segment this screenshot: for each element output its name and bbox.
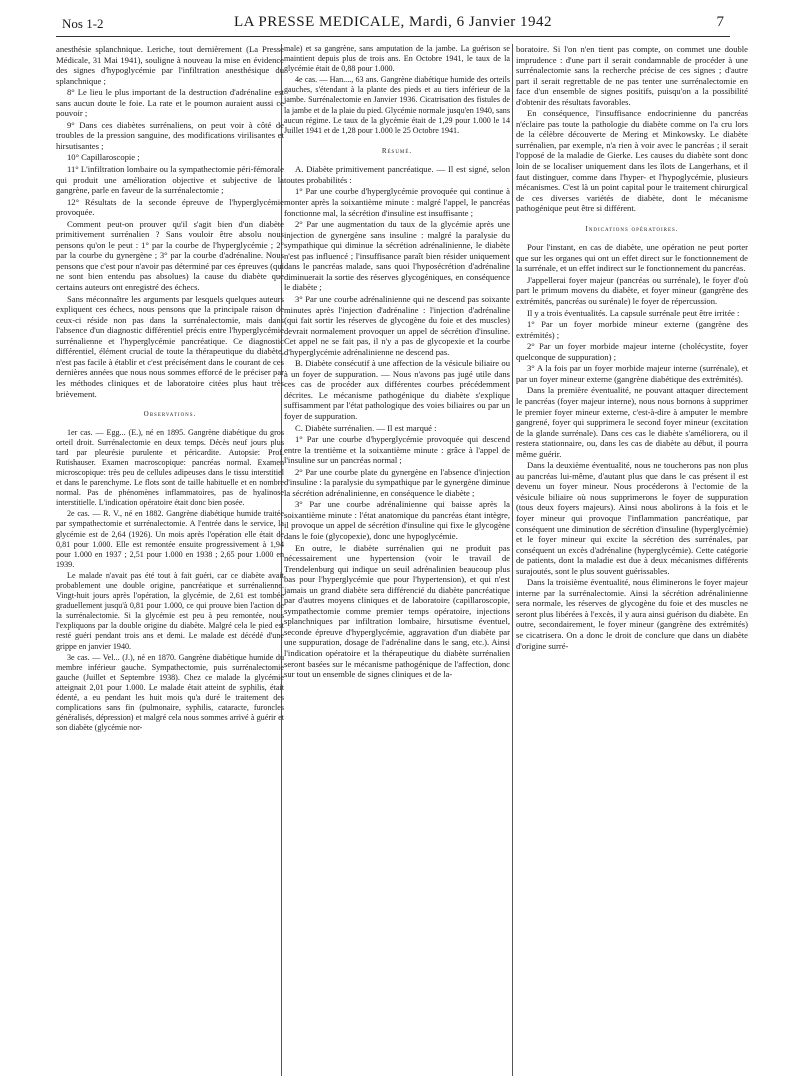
paragraph: 2° Par une courbe plate du gynergène en l'absence d'injection d'insuline : la paralysie du sympathique par le gynergène diminue la sécrétion adrénalinienne, en conséquence le diabète ;	[284, 466, 510, 498]
paragraph: A. Diabète primitivement pancréatique. — Il est signé, selon toutes probabilités :	[284, 164, 510, 185]
journal-title: LA PRESSE MEDICALE, Mardi, 6 Janvier 1942	[234, 14, 552, 30]
column-1	[56, 44, 284, 734]
paragraph: 1° Par un foyer morbide mineur externe (gangrène des extrémités) ;	[516, 319, 748, 340]
paragraph: 2° Par un foyer morbide majeur interne (cholécystite, foyer quelconque de suppuration) ;	[516, 341, 748, 362]
case-report: Le malade n'avait pas été tout à fait guéri, car ce diabète avait probablement une double origine, pancréatique et surrénalienne. Vingt-huit jours après l'opération, la glycémie, de 2,61 est tombée graduellement jusqu'à 0,81 pour 1.000, ce qui prouve bien l'action de la surrénalectomie. Si la glycémie est peu à peu remontée, nous l'expliquons par la double origine du diabète. Malgré cela le pied est resté guéri pendant trois ans et demi. Le malade est décédé d'une grippe en janvier 1940.	[56, 570, 284, 651]
paragraph: 9° Dans ces diabètes surrénaliens, on peut voir à côté de troubles de la pression sanguine, des modifications virilisantes et hirsutisantes ;	[56, 119, 284, 151]
paragraph: 10° Capillaroscopie ;	[67, 152, 140, 163]
column-2	[284, 44, 510, 681]
section-title-observations: Observations.	[143, 410, 197, 419]
column-divider	[512, 44, 513, 1076]
paragraph: Dans la première éventualité, ne pouvant attaquer directement le pancréas (foyer majeur interne), nous nous bornons à supprimer le premier foyer mineur externe, c'est-à-dire à amputer le membre gangrené, foyer qui supprimera le second foyer mineur (excitation de la glande surrénale). Dans ces cas le diabète s'améliorera, ou il restera stationnaire, ou, dans les cas de diabète au début, il pourra même guérir.	[516, 385, 748, 459]
paragraph: Il y a trois éventualités. La capsule surrénale peut être irritée :	[527, 307, 740, 318]
paragraph: Comment peut-on prouver qu'il s'agit bien d'un diabète primitivement surrénalien ? Sans vouloir être absolu nous pensons qu'on le peut : 1° par la courbe de l'hyperglycémie ; 2° par la courbe du gynergène ; 3° par la courbe d'adrénaline. Nous pensons que c'est pour n'avoir pas déterminé par ces épreuves (qui ne sont bien entendu pas absolues) la cause du diabète que certains auteurs ont enregistré des échecs.	[56, 218, 284, 293]
case-report: 2e cas. — R. V., né en 1882. Gangrène diabétique humide traitée par sympathectomie et surrénalectomie. A l'entrée dans le service, la glycémie est de 2,64 (1926). Un mois après l'opération elle était de 0,81 pour 1.000. Elle est remontée ensuite progressivement à 1,94 pour 1.000 en 1937 ; 2,51 pour 1.000 en 1938 ; 2,65 pour 1.000 en 1939.	[56, 509, 284, 569]
paragraph: 2° Par une augmentation du taux de la glycémie après une injection de gynergène sans insuline : malgré la paralysie du sympathique qui diminue la sécrétion adrénalinienne, le diabète n'est pas influencé ; l'insuffisance paraît bien résider uniquement dans le pancréas malade, sans quoi l'hyposécrétion d'adrénaline diminuerait la sortie des réserves glycogéniques, en conséquence le diabète ;	[284, 219, 510, 293]
paragraph: En outre, le diabète surrénalien qui ne produit pas nécessairement une hypertension (voir le travail de Trendelenburg qui indique un seuil adrénalinien beaucoup plus bas pour l'hyperglycémie que pour l'hypertension), et qui n'est jamais un grand diabète sera différencié du diabète pancréatique par d'autres moyens cliniques et de laboratoire (capillaroscopie, sympathectomie comme premier temps opératoire, injections splanchniques par infiltration lombaire, hirsutisme éventuel, seconde épreuve d'hyperglycémie, aggravation d'un diabète par une suppuration, dosage de l'adrénaline dans le sang, etc.). Ainsi l'indication opératoire et la thérapeutique du diabète surrénalien seront basées sur le mécanisme pathogénique de l'affection, donc sur tout un ensemble de signes cliniques et de la-	[284, 542, 510, 680]
paragraph: 3° Par une courbe adrénalinienne qui ne descend pas soixante minutes après l'injection d'adrénaline : l'injection d'adrénaline (qui fait sortir les réserves de glycogène du foie et des muscles) devrait normalement provoquer un appel de sécrétion d'insuline. Cet appel ne se fait pas, il n'y a pas de glycopexie et la courbe d'hyperglycémie adrénalinienne ne descend pas.	[284, 293, 510, 357]
paragraph: 1° Par une courbe d'hyperglycémie provoquée qui continue à monter après la soixantième minute : malgré l'appel, le pancréas fonctionne mal, la sécrétion d'insuline est insuffisante ;	[284, 186, 510, 218]
column-3	[516, 44, 748, 652]
case-report: 1er cas. — Egg... (E.), né en 1895. Gangrène diabétique du gros orteil droit. Surrénalectomie en deux temps. Décès neuf jours plus tard par pleurésie purulente et péricardite. Autopsie: Prof. Rutishauser. Examen macroscopique: pancréas normal. Examen microscopique: très peu de cellules adipeuses dans le tissu interstitiel et dans le parenchyme. Le flots sont de taille habituelle et en nombre normal. Pas de phénomènes inflammatoires, pas de hyalinose interstitielle. L'indication opératoire était donc bien posée.	[56, 427, 284, 508]
paragraph: 11° L'infiltration lombaire ou la sympathectomie péri-fémorale qui produit une amélioration objective et subjective de la gangrène, parle en faveur de la surrénalectomie ;	[56, 164, 284, 196]
paragraph: 3° Par une courbe adrénalinienne qui baisse après la soixantième minute : l'état anatomique du pancréas étant intègre, il provoque un appel de sécrétion d'insuline qui fixe le glycogène dans le foie (glycopexie), donc une hypoglycémie.	[284, 499, 510, 541]
paragraph: En conséquence, l'insuffisance endocrinienne du pancréas n'éclaire pas toute la pathologie du diabète comme on l'a cru lors de la célèbre découverte de Mering et Minkowsky. Le diabète surrénalien, par exemple, n'a rien à voir avec le pancréas ; il serait l'opposé de la maladie de Gierke. Les causes du diabète sont donc loin de se localiser uniquement dans les îlots de Langerhans, et il faut distinguer, comme dans l'hyper- et l'hypoglycémie, plusieurs mécanismes. C'est là un point capital pour le traitement chirurgical de ces diverses variétés de diabète, dont le mécanisme pathogénique peut être si différent.	[516, 108, 748, 214]
paragraph: 12° Résultats de la seconde épreuve de l'hyperglycémie provoquée.	[56, 196, 284, 218]
paragraph: B. Diabète consécutif à une affection de la vésicule biliaire ou à un foyer de suppuration. — Nous n'avons pas jugé utile dans ces cas de procéder aux différentes courbes précédemment décrites. Le mécanisme pathogénique du diabète s'explique suffisamment par l'état pathologique des voies biliaires ou par un foyer de suppuration.	[284, 358, 510, 421]
paragraph: boratoire. Si l'on n'en tient pas compte, on commet une double imprudence : d'une part il serait condamnable de procéder à une surrénalectomie sans la recherche précise de ces signes ; d'autre part il serait regrettable de ne pas tenter une surrénalectomie en face d'un ensemble de signes positifs, puisqu'on a la possibilité d'obtenir des résultats favorables.	[516, 44, 748, 107]
case-report: 3e cas. — Vel... (J.), né en 1870. Gangrène diabétique humide du membre inférieur gauche. Sympathectomie, puis surrénalectomie gauche (Juillet et Septembre 1938). Chez ce malade la glycémie atteignait 2,01 pour 1.000. Le malade était atteint de syphilis, était édenté, a eu pendant les huit mois qu'a duré le traitement des complications sans fin (pulmonaire, syphilis, cataracte, furoncles généralisés, dépression) et malgré cela nous sommes arrivé à guérir et son diabète (glycémie nor-	[56, 652, 284, 733]
paragraph: 8° Le lieu le plus important de la destruction d'adrénaline est sans aucun doute le foie. La rate et le poumon auraient aussi ce pouvoir ;	[56, 87, 284, 119]
section-title-indications: Indications opératoires.	[585, 224, 679, 233]
case-report: male) et sa gangrène, sans amputation de la jambe. La guérison se maintient depuis plus de trois ans. En Octobre 1941, le taux de la glycémie était de 0,88 pour 1.000.	[284, 44, 510, 74]
paragraph: anesthésie splanchnique. Leriche, tout dernièrement (La Presse Médicale, 31 Mai 1941), souligne à nouveau la mise en évidence des signes d'hypoglycémie par l'infiltration anesthésique du splanchnique ;	[56, 44, 284, 86]
paragraph: J'appellerai foyer majeur (pancréas ou surrénale), le foyer d'où part le primum movens du diabète, et foyer mineur (gangrène des extrémités, pancréas ou surénale) le foyer de répercussion.	[516, 274, 748, 307]
paragraph: Pour l'instant, en cas de diabète, une opération ne peut porter que sur les organes qui ont un effet direct sur le fonctionnement de la surrénale, et un effet indirect sur le fonctionnement du pancréas.	[516, 242, 748, 274]
paragraph: 1° Par une courbe d'hyperglycémie provoquée qui descend entre la trentième et la soixantième minute : grâce à l'appel de l'insuline sur un pancréas normal ;	[284, 434, 510, 466]
paragraph: Dans la troisième éventualité, nous éliminerons le foyer majeur interne par la surrénalectomie. Ainsi la sécrétion adrénalinienne sera normale, les réserves de glycogène du foie et des muscles ne seront plus libérées à l'excès, il y aura ainsi guérison du diabète. En outre, secondairement, le foyer mineur (gangrène des extrémités) se cicatrisera. On a donc le droit de conclure que dans un diabète d'origine surré-	[516, 577, 748, 651]
paragraph: C. Diabète surrénalien. — Il est marqué :	[295, 422, 437, 433]
paragraph: Sans méconnaître les arguments par lesquels quelques auteurs expliquent ces échecs, nous pensons que la principale raison de ceux-ci réside non pas dans la surrénalectomie, mais dans l'absence d'un diagnostic différentiel précis entre l'hyperglycémie surrénalienne et l'hyperglycémie pancréatique. Ce diagnostic différentiel, élément crucial de toute la thérapeutique du diabète, n'est pas facile à établir et c'est précisément dans le courant de ces dernières années que nous nous sommes efforcé de le préciser par les méthodes cliniques et de laboratoire citées plus haut très brièvement.	[56, 293, 284, 399]
case-report: 4e cas. — Han...., 63 ans. Gangrène diabétique humide des orteils gauches, s'étendant à la plante des pieds et au tiers inférieur de la jambe. Surrénalectomie en Janvier 1936. Cicatrisation des fistules de la jambe et de la plaie du pied. Glycémie normale jusqu'en 1940, sans aucun régime. Le taux de la glycémie était de 1,29 pour 1.000 le 14 Juillet 1941 et de 1,28 pour 1.000 le 25 Octobre 1941.	[284, 75, 510, 135]
paragraph: Dans la deuxième éventualité, nous ne toucherons pas non plus au pancréas lui-même, d'autant plus que dans le cas présent il est devenu un foyer mineur. Nous procéderons à l'ectomie de la vésicule biliaire où nous supprimerons le foyer de suppuration (tous deux foyers majeurs). Ainsi nous abolirons à la fois et le foyer mineur qui provoque l'inflammation pancréatique, par conséquent une diminution de sécrétion d'insuline (hyperglycémie) et le foyer mineur qui excite la sécrétion des surrénales, par conséquent un excès d'adrénaline (hyperglycémie). Cette catégorie de patients, dont la maladie est due à deux mécanismes différents surajoutés, sont le plus souvent guérissables.	[516, 460, 748, 576]
section-title-resume: Résumé.	[381, 146, 413, 155]
page-header	[56, 12, 730, 37]
issue-number: Nos 1-2	[62, 16, 104, 31]
paragraph: 3° A la fois par un foyer morbide majeur interne (surrénale), et par un foyer mineur externe (gangrène diabétique des extrémités).	[516, 363, 748, 384]
page-number: 7	[716, 14, 724, 30]
